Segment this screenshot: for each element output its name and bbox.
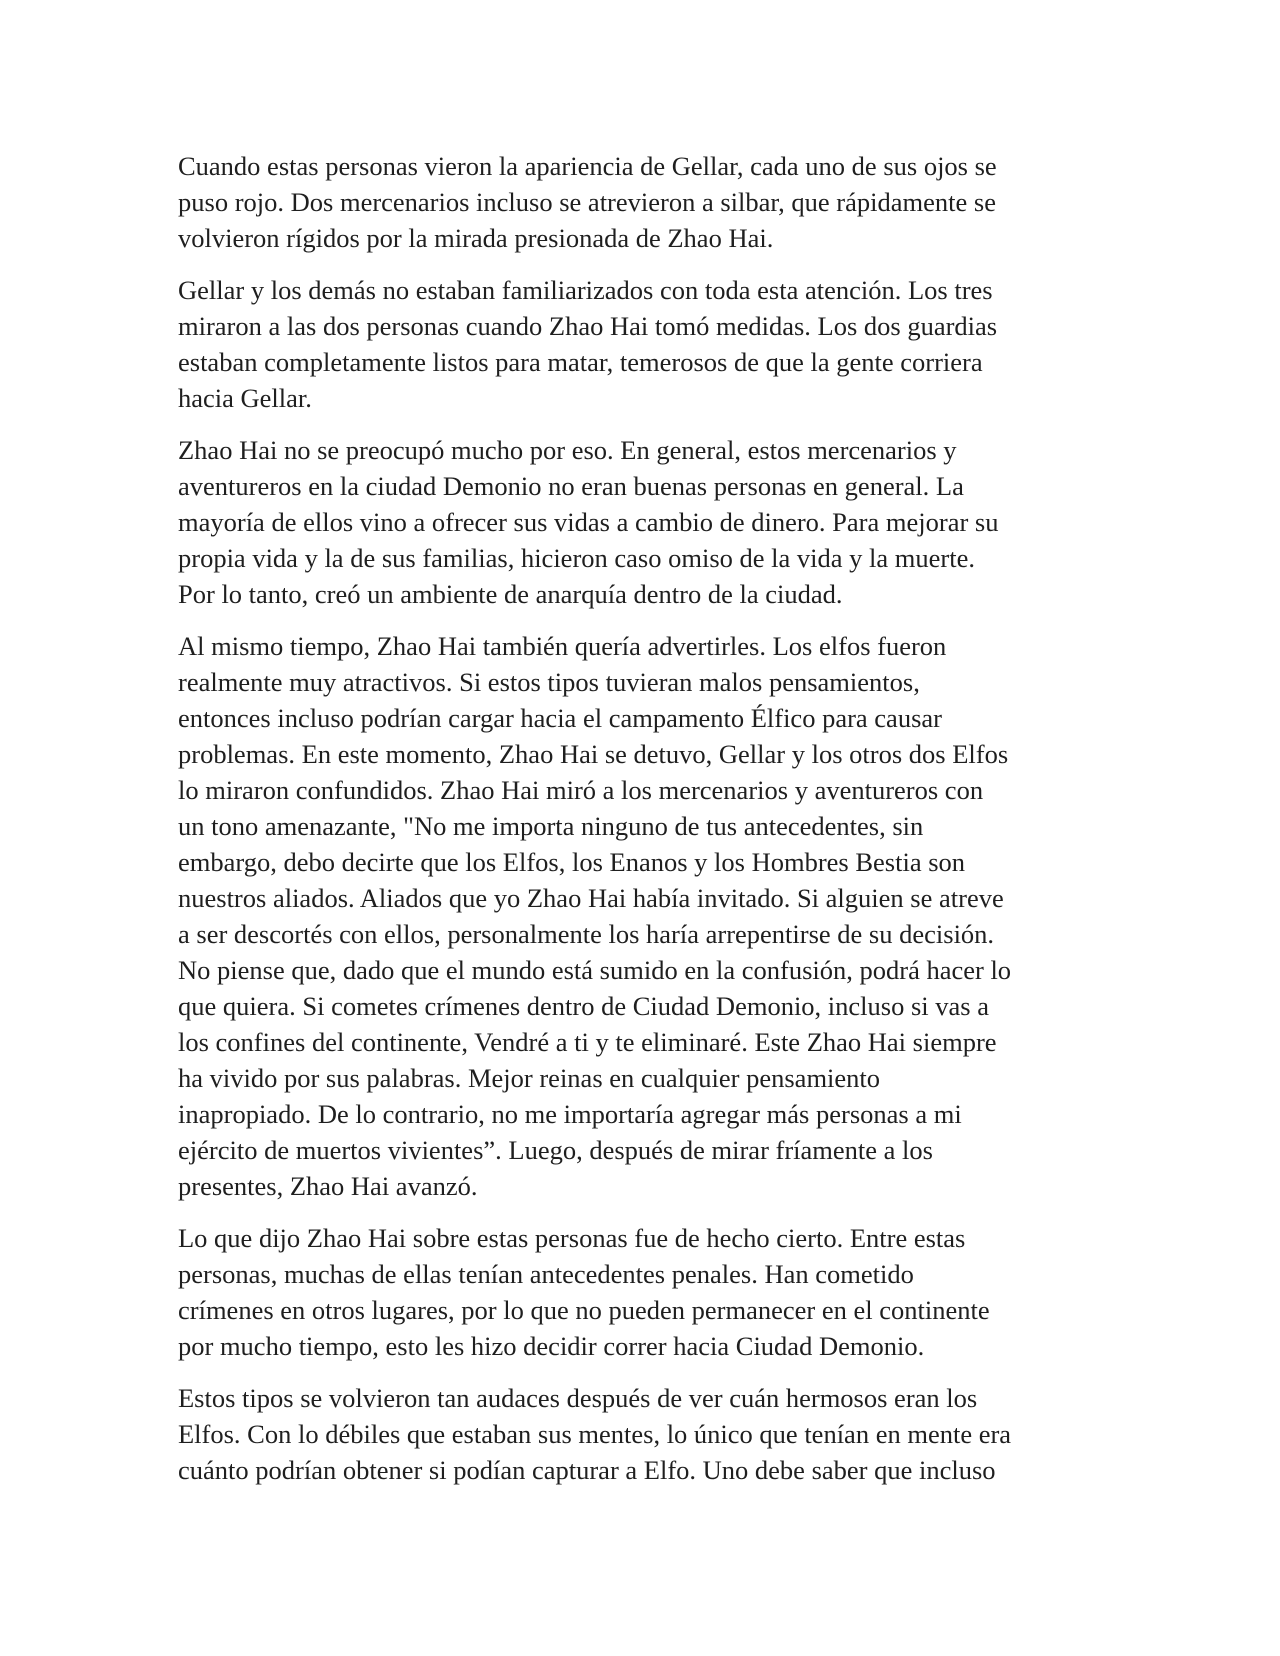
paragraph-1: Cuando estas personas vieron la apariencia de Gellar, cada uno de sus ojos se puso rojo. Dos mercenarios incluso se atrevieron a silbar, que rápidamente se volvieron rígidos por la mirada presionada de Zhao Hai. xyxy=(178,151,997,253)
document-body xyxy=(178,148,1108,1504)
paragraph-2: Gellar y los demás no estaban familiarizados con toda esta atención. Los tres miraron a las dos personas cuando Zhao Hai tomó medidas. Los dos guardias estaban completamente listos para matar, temerosos de que la gente corriera hacia Gellar. xyxy=(178,275,998,413)
paragraph-4: Al mismo tiempo, Zhao Hai también quería advertirles. Los elfos fueron realmente muy atractivos. Si estos tipos tuvieran malos pensamientos, entonces incluso podrían cargar hacia el campamento Élfico para causar problemas. En este momento, Zhao Hai se detuvo, Gellar y los otros dos Elfos lo miraron confundidos. Zhao Hai miró a los mercenarios y aventureros con un tono amenazante, "No me importa ninguno de tus antecedentes, sin embargo, debo decirte que los Elfos, los Enanos y los Hombres Bestia son nuestros aliados. Aliados que yo Zhao Hai había invitado. Si alguien se atreve a ser descortés con ellos, personalmente los haría arrepentirse de su decisión. No piense que, dado que el mundo está sumido en la confusión, podrá hacer lo que quiera. Si cometes crímenes dentro de Ciudad Demonio, incluso si vas a los confines del continente, Vendré a ti y te eliminaré. Este Zhao Hai siempre ha vivido por sus palabras. Mejor reinas en cualquier pensamiento inapropiado. De lo contrario, no me importaría agregar más personas a mi ejército de muertos vivientes”. Luego, después de mirar fríamente a los presentes, Zhao Hai avanzó. xyxy=(178,631,1012,1201)
paragraph-6: Estos tipos se volvieron tan audaces después de ver cuán hermosos eran los Elfos. Con lo débiles que estaban sus mentes, lo único que tenían en mente era cuánto podrían obtener si podían capturar a Elfo. Uno debe saber que incluso xyxy=(178,1383,1012,1485)
paragraph-3: Zhao Hai no se preocupó mucho por eso. En general, estos mercenarios y aventureros en la ciudad Demonio no eran buenas personas en general. La mayoría de ellos vino a ofrecer sus vidas a cambio de dinero. Para mejorar su propia vida y la de sus familias, hicieron caso omiso de la vida y la muerte. Por lo tanto, creó un ambiente de anarquía dentro de la ciudad. xyxy=(178,435,999,609)
paragraph-5: Lo que dijo Zhao Hai sobre estas personas fue de hecho cierto. Entre estas personas, muchas de ellas tenían antecedentes penales. Han cometido crímenes en otros lugares, por lo que no pueden permanecer en el continente por mucho tiempo, esto les hizo decidir correr hacia Ciudad Demonio. xyxy=(178,1223,990,1361)
